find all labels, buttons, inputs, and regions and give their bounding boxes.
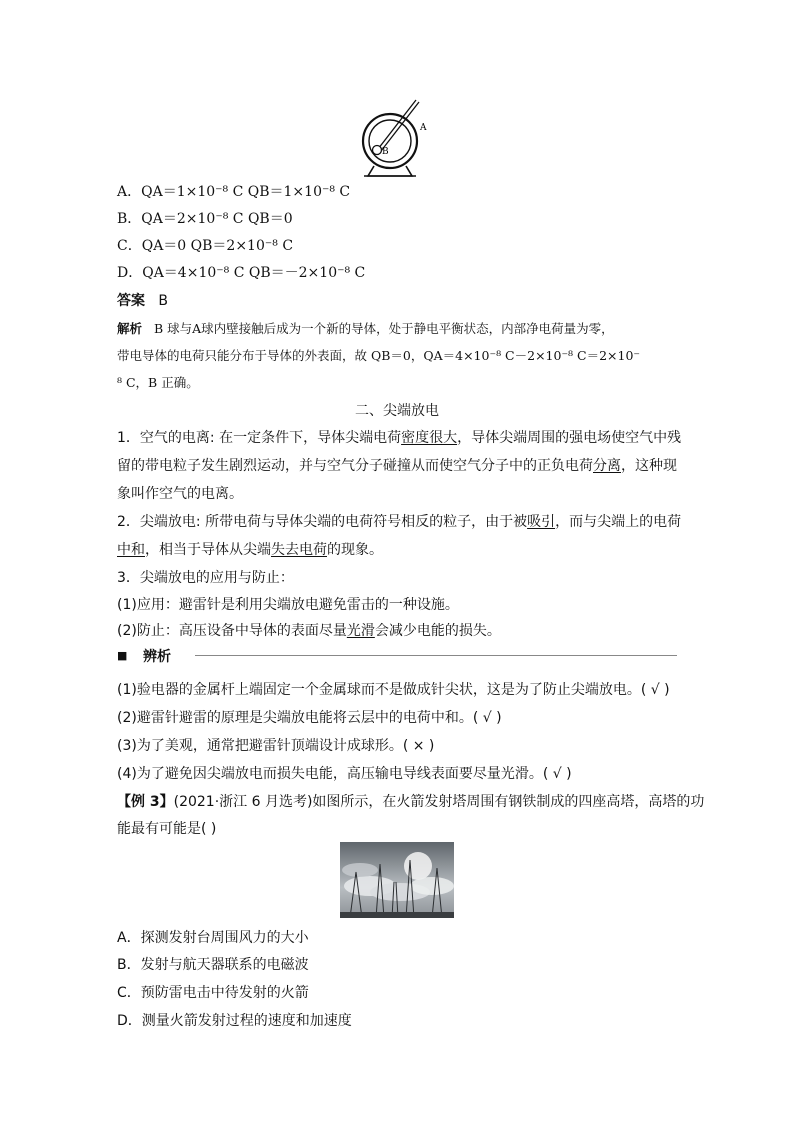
p1-line3: 象叫作空气的电离。 xyxy=(117,486,243,502)
sphere-apparatus-figure xyxy=(350,96,440,180)
p2-text-b: ，而与尖端上的电荷 xyxy=(555,514,682,530)
figure-label-b: B xyxy=(382,147,389,157)
example3-option-a: A．探测发射台周围风力的大小 xyxy=(117,930,309,946)
judge-item-4: (4)为了避免因尖端放电而损失电能，高压输电导线表面要尽量光滑。( √ ) xyxy=(117,766,572,782)
judge-item-2: (2)避雷针避雷的原理是尖端放电能将云层中的电荷中和。( √ ) xyxy=(117,710,502,726)
p4-prevention xyxy=(117,622,501,640)
example3-option-b: B．发射与航天器联系的电磁波 xyxy=(117,957,309,973)
option-c: C．QA＝0 QB＝2×10⁻⁸ C xyxy=(117,238,294,254)
option-d: D．QA＝4×10⁻⁸ C QB＝－2×10⁻⁸ C xyxy=(117,265,366,281)
p1-line2 xyxy=(117,457,677,475)
p1-underline-density: 密度很大 xyxy=(401,430,458,446)
analysis-text-1: B 球与A球内壁接触后成为一个新的导体，处于静电平衡状态，内部净电荷量为零， xyxy=(153,321,614,336)
option-a: A．QA＝1×10⁻⁸ C QB＝1×10⁻⁸ C xyxy=(117,184,351,200)
p4-text-b: 会减少电能的损失。 xyxy=(374,623,501,639)
section-title: 二、尖端放电 xyxy=(355,403,439,419)
p1-text-b: ，导体尖端周围的强电场使空气中残 xyxy=(457,430,682,446)
analysis-line-1 xyxy=(117,320,614,338)
example3-tag: 【例 3】 xyxy=(117,794,174,810)
analysis-line-2: 带电导体的电荷只能分布于导体的外表面，故 QB＝0，QA＝4×10⁻⁸ C－2×10⁻⁸ C＝2×10⁻ xyxy=(117,348,641,363)
section-divider xyxy=(195,655,677,656)
p2-underline-lose-charge: 失去电荷 xyxy=(271,542,327,558)
p1-text-d: ，这种现 xyxy=(621,458,677,474)
judge-item-1: (1)验电器的金属杆上端固定一个金属球而不是做成针尖状，这是为了防止尖端放电。( √ ) xyxy=(117,682,670,698)
figure-label-a: A xyxy=(420,123,427,133)
example3-text-1: (2021·浙江 6 月选考)如图所示，在火箭发射塔周围有钢铁制成的四座高塔，高塔的功 xyxy=(173,794,705,810)
p2-line1 xyxy=(117,513,681,531)
option-b: B．QA＝2×10⁻⁸ C QB＝0 xyxy=(117,211,293,227)
example3-option-c: C．预防雷电击中待发射的火箭 xyxy=(117,985,309,1001)
p1-line1 xyxy=(117,429,681,447)
example3-option-d: D．测量火箭发射过程的速度和加速度 xyxy=(117,1013,352,1029)
judge-item-3: (3)为了美观，通常把避雷针顶端设计成球形。( × ) xyxy=(117,738,435,754)
p1-text-a: 1．空气的电离: 在一定条件下，导体尖端电荷 xyxy=(117,430,402,446)
p1-underline-separate: 分离 xyxy=(593,458,621,474)
p2-underline-attract: 吸引 xyxy=(527,514,556,530)
p2-underline-neutralize: 中和 xyxy=(117,542,145,558)
answer-line xyxy=(117,292,168,310)
p2-text-c: ，相当于导体从尖端 xyxy=(145,542,271,558)
example3-line2: 能最有可能是( ) xyxy=(117,821,217,837)
judge-title: 辨析 xyxy=(143,649,171,665)
p3-line: 3．尖端放电的应用与防止： xyxy=(117,570,294,586)
p2-text-a: 2．尖端放电: 所带电荷与导体尖端的电荷符号相反的粒子，由于被 xyxy=(117,514,528,530)
example3-line1 xyxy=(117,793,704,811)
answer-label: 答案 xyxy=(117,293,145,309)
p4-application: (1)应用：避雷针是利用尖端放电避免雷击的一种设施。 xyxy=(117,597,459,613)
p4-text-a: (2)防止：高压设备中导体的表面尽量 xyxy=(117,623,347,639)
p4-underline-smooth: 光滑 xyxy=(346,623,375,639)
launch-tower-photo xyxy=(340,842,454,918)
p2-text-d: 的现象。 xyxy=(327,542,383,558)
analysis-label: 解析 xyxy=(117,321,143,336)
analysis-line-3: ⁸ C，B 正确。 xyxy=(117,375,199,390)
p2-line2 xyxy=(117,541,383,559)
judge-section-header xyxy=(117,646,677,666)
p1-text-c: 留的带电粒子发生剧烈运动，并与空气分子碰撞从而使空气分子中的正负电荷 xyxy=(117,458,593,474)
answer-value: B xyxy=(158,293,168,309)
square-bullet-icon: ■ xyxy=(117,649,128,662)
